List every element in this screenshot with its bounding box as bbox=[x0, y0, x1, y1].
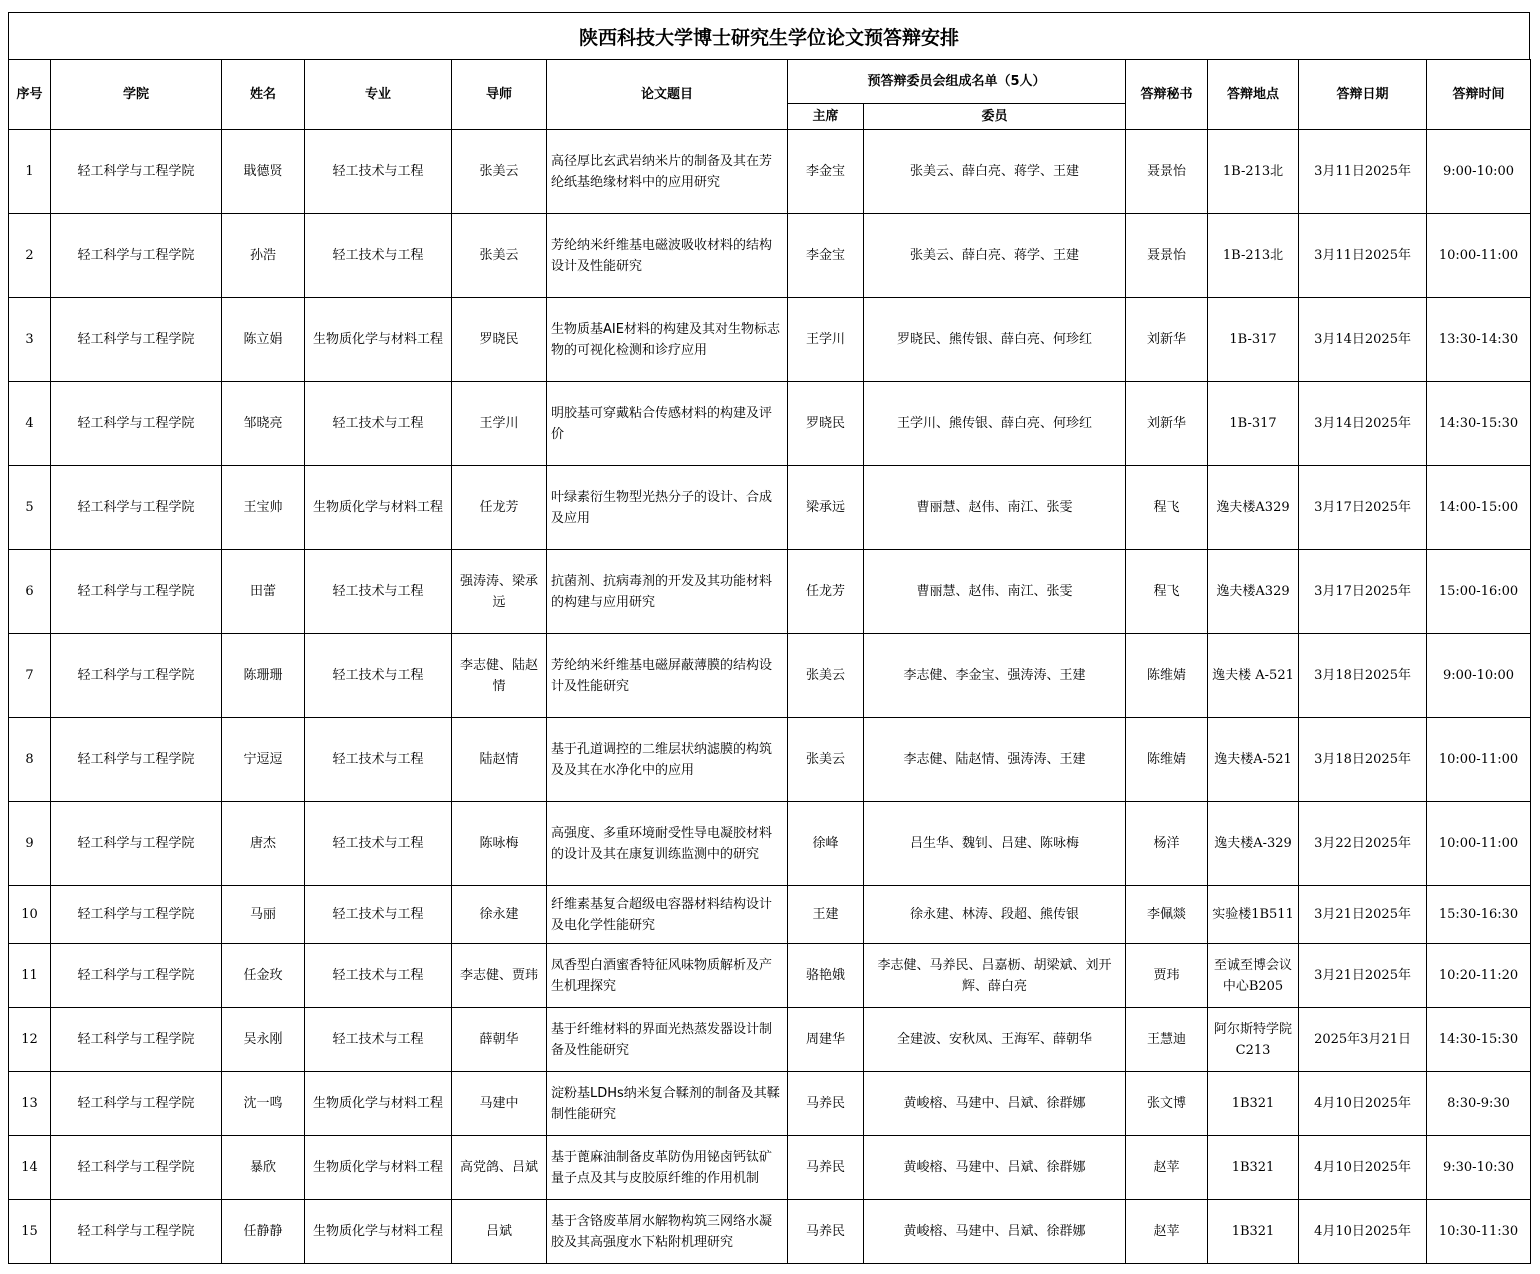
cell-secretary: 李佩燚 bbox=[1126, 886, 1208, 944]
cell-secretary: 刘新华 bbox=[1126, 382, 1208, 466]
cell-college: 轻工科学与工程学院 bbox=[51, 802, 222, 886]
cell-secretary: 陈维婧 bbox=[1126, 634, 1208, 718]
cell-major: 轻工技术与工程 bbox=[305, 550, 452, 634]
cell-college: 轻工科学与工程学院 bbox=[51, 944, 222, 1008]
cell-college: 轻工科学与工程学院 bbox=[51, 886, 222, 944]
cell-thesis: 淀粉基LDHs纳米复合鞣剂的制备及其鞣制性能研究 bbox=[547, 1072, 788, 1136]
header-college: 学院 bbox=[51, 60, 222, 130]
cell-college: 轻工科学与工程学院 bbox=[51, 298, 222, 382]
cell-seq: 4 bbox=[9, 382, 51, 466]
cell-time: 9:00-10:00 bbox=[1427, 130, 1531, 214]
cell-date: 3月17日2025年 bbox=[1299, 550, 1427, 634]
cell-name: 王宝帅 bbox=[222, 466, 305, 550]
cell-members: 李志健、李金宝、强涛涛、王建 bbox=[864, 634, 1126, 718]
cell-date: 3月22日2025年 bbox=[1299, 802, 1427, 886]
cell-major: 轻工技术与工程 bbox=[305, 718, 452, 802]
cell-major: 生物质化学与材料工程 bbox=[305, 466, 452, 550]
cell-advisor: 陆赵情 bbox=[452, 718, 547, 802]
table-row bbox=[9, 1200, 1531, 1264]
table-row bbox=[9, 550, 1531, 634]
table-row bbox=[9, 298, 1531, 382]
cell-thesis: 基于孔道调控的二维层状纳滤膜的构筑及及其在水净化中的应用 bbox=[547, 718, 788, 802]
header-location: 答辩地点 bbox=[1208, 60, 1299, 130]
cell-thesis: 抗菌剂、抗病毒剂的开发及其功能材料的构建与应用研究 bbox=[547, 550, 788, 634]
cell-date: 3月14日2025年 bbox=[1299, 298, 1427, 382]
cell-date: 4月10日2025年 bbox=[1299, 1072, 1427, 1136]
cell-thesis: 芳纶纳米纤维基电磁屏蔽薄膜的结构设计及性能研究 bbox=[547, 634, 788, 718]
cell-major: 轻工技术与工程 bbox=[305, 382, 452, 466]
cell-location: 逸夫楼A329 bbox=[1208, 550, 1299, 634]
cell-name: 暴欣 bbox=[222, 1136, 305, 1200]
cell-date: 3月11日2025年 bbox=[1299, 214, 1427, 298]
cell-secretary: 贾玮 bbox=[1126, 944, 1208, 1008]
cell-location: 逸夫楼 A-521 bbox=[1208, 634, 1299, 718]
cell-members: 全建波、安秋凤、王海军、薛朝华 bbox=[864, 1008, 1126, 1072]
cell-major: 轻工技术与工程 bbox=[305, 802, 452, 886]
cell-advisor: 张美云 bbox=[452, 130, 547, 214]
table-row bbox=[9, 802, 1531, 886]
cell-chair: 王学川 bbox=[788, 298, 864, 382]
table-row bbox=[9, 466, 1531, 550]
cell-date: 3月21日2025年 bbox=[1299, 944, 1427, 1008]
cell-location: 1B-317 bbox=[1208, 382, 1299, 466]
header-advisor: 导师 bbox=[452, 60, 547, 130]
table-row bbox=[9, 1072, 1531, 1136]
cell-location: 逸夫楼A-521 bbox=[1208, 718, 1299, 802]
cell-advisor: 徐永建 bbox=[452, 886, 547, 944]
cell-date: 3月18日2025年 bbox=[1299, 718, 1427, 802]
cell-advisor: 张美云 bbox=[452, 214, 547, 298]
cell-seq: 7 bbox=[9, 634, 51, 718]
cell-time: 10:00-11:00 bbox=[1427, 718, 1531, 802]
cell-secretary: 程飞 bbox=[1126, 466, 1208, 550]
cell-time: 9:30-10:30 bbox=[1427, 1136, 1531, 1200]
cell-advisor: 高党鸽、吕斌 bbox=[452, 1136, 547, 1200]
cell-secretary: 张文博 bbox=[1126, 1072, 1208, 1136]
cell-chair: 徐峰 bbox=[788, 802, 864, 886]
cell-college: 轻工科学与工程学院 bbox=[51, 214, 222, 298]
table-row bbox=[9, 718, 1531, 802]
cell-name: 任金玫 bbox=[222, 944, 305, 1008]
cell-thesis: 生物质基AIE材料的构建及其对生物标志物的可视化检测和诊疗应用 bbox=[547, 298, 788, 382]
cell-time: 10:00-11:00 bbox=[1427, 802, 1531, 886]
cell-major: 生物质化学与材料工程 bbox=[305, 1200, 452, 1264]
cell-chair: 骆艳娥 bbox=[788, 944, 864, 1008]
table-row bbox=[9, 382, 1531, 466]
cell-location: 阿尔斯特学院C213 bbox=[1208, 1008, 1299, 1072]
header-major: 专业 bbox=[305, 60, 452, 130]
cell-members: 黄峻榕、马建中、吕斌、徐群娜 bbox=[864, 1136, 1126, 1200]
cell-thesis: 凤香型白酒蜜香特征风味物质解析及产生机理探究 bbox=[547, 944, 788, 1008]
cell-thesis: 高强度、多重环境耐受性导电凝胶材料的设计及其在康复训练监测中的研究 bbox=[547, 802, 788, 886]
cell-seq: 1 bbox=[9, 130, 51, 214]
cell-members: 李志健、马养民、吕嘉枥、胡梁斌、刘开辉、薛白亮 bbox=[864, 944, 1126, 1008]
cell-advisor: 王学川 bbox=[452, 382, 547, 466]
cell-name: 陈立娟 bbox=[222, 298, 305, 382]
cell-college: 轻工科学与工程学院 bbox=[51, 718, 222, 802]
cell-chair: 周建华 bbox=[788, 1008, 864, 1072]
cell-members: 张美云、薛白亮、蒋学、王建 bbox=[864, 214, 1126, 298]
cell-members: 吕生华、魏钊、吕建、陈咏梅 bbox=[864, 802, 1126, 886]
cell-thesis: 芳纶纳米纤维基电磁波吸收材料的结构设计及性能研究 bbox=[547, 214, 788, 298]
cell-name: 孙浩 bbox=[222, 214, 305, 298]
table-row bbox=[9, 1008, 1531, 1072]
cell-chair: 张美云 bbox=[788, 634, 864, 718]
cell-time: 10:20-11:20 bbox=[1427, 944, 1531, 1008]
cell-name: 马丽 bbox=[222, 886, 305, 944]
cell-secretary: 王慧迪 bbox=[1126, 1008, 1208, 1072]
header-thesis: 论文题目 bbox=[547, 60, 788, 130]
cell-location: 1B321 bbox=[1208, 1072, 1299, 1136]
cell-major: 生物质化学与材料工程 bbox=[305, 1072, 452, 1136]
cell-date: 3月21日2025年 bbox=[1299, 886, 1427, 944]
cell-advisor: 李志健、陆赵情 bbox=[452, 634, 547, 718]
table-row bbox=[9, 886, 1531, 944]
cell-seq: 11 bbox=[9, 944, 51, 1008]
schedule-sheet bbox=[8, 12, 1530, 1264]
cell-thesis: 叶绿素衍生物型光热分子的设计、合成及应用 bbox=[547, 466, 788, 550]
cell-seq: 3 bbox=[9, 298, 51, 382]
cell-chair: 李金宝 bbox=[788, 130, 864, 214]
cell-college: 轻工科学与工程学院 bbox=[51, 634, 222, 718]
cell-name: 任静静 bbox=[222, 1200, 305, 1264]
cell-thesis: 明胶基可穿戴粘合传感材料的构建及评价 bbox=[547, 382, 788, 466]
cell-location: 1B321 bbox=[1208, 1136, 1299, 1200]
cell-chair: 张美云 bbox=[788, 718, 864, 802]
cell-advisor: 马建中 bbox=[452, 1072, 547, 1136]
cell-major: 轻工技术与工程 bbox=[305, 130, 452, 214]
cell-chair: 梁承远 bbox=[788, 466, 864, 550]
table-row bbox=[9, 130, 1531, 214]
header-committee-group: 预答辩委员会组成名单（5人） bbox=[788, 60, 1126, 104]
cell-thesis: 高径厚比玄武岩纳米片的制备及其在芳纶纸基绝缘材料中的应用研究 bbox=[547, 130, 788, 214]
cell-members: 罗晓民、熊传银、薛白亮、何珍红 bbox=[864, 298, 1126, 382]
cell-name: 戢德贤 bbox=[222, 130, 305, 214]
cell-location: 1B321 bbox=[1208, 1200, 1299, 1264]
cell-major: 生物质化学与材料工程 bbox=[305, 298, 452, 382]
cell-members: 黄峻榕、马建中、吕斌、徐群娜 bbox=[864, 1200, 1126, 1264]
cell-advisor: 李志健、贾玮 bbox=[452, 944, 547, 1008]
cell-seq: 13 bbox=[9, 1072, 51, 1136]
cell-members: 张美云、薛白亮、蒋学、王建 bbox=[864, 130, 1126, 214]
cell-major: 轻工技术与工程 bbox=[305, 944, 452, 1008]
cell-time: 8:30-9:30 bbox=[1427, 1072, 1531, 1136]
table-row bbox=[9, 214, 1531, 298]
cell-chair: 马养民 bbox=[788, 1200, 864, 1264]
header-name: 姓名 bbox=[222, 60, 305, 130]
cell-name: 宁逗逗 bbox=[222, 718, 305, 802]
cell-name: 田蕾 bbox=[222, 550, 305, 634]
cell-college: 轻工科学与工程学院 bbox=[51, 466, 222, 550]
cell-seq: 6 bbox=[9, 550, 51, 634]
cell-secretary: 赵苹 bbox=[1126, 1200, 1208, 1264]
header-date: 答辩日期 bbox=[1299, 60, 1427, 130]
cell-date: 3月17日2025年 bbox=[1299, 466, 1427, 550]
cell-time: 10:00-11:00 bbox=[1427, 214, 1531, 298]
cell-name: 吴永刚 bbox=[222, 1008, 305, 1072]
cell-secretary: 刘新华 bbox=[1126, 298, 1208, 382]
cell-location: 逸夫楼A-329 bbox=[1208, 802, 1299, 886]
cell-major: 轻工技术与工程 bbox=[305, 634, 452, 718]
cell-seq: 15 bbox=[9, 1200, 51, 1264]
cell-date: 4月10日2025年 bbox=[1299, 1136, 1427, 1200]
cell-seq: 14 bbox=[9, 1136, 51, 1200]
cell-time: 15:00-16:00 bbox=[1427, 550, 1531, 634]
header-members: 委员 bbox=[864, 104, 1126, 130]
cell-college: 轻工科学与工程学院 bbox=[51, 382, 222, 466]
cell-members: 王学川、熊传银、薛白亮、何珍红 bbox=[864, 382, 1126, 466]
cell-chair: 任龙芳 bbox=[788, 550, 864, 634]
cell-members: 李志健、陆赵情、强涛涛、王建 bbox=[864, 718, 1126, 802]
cell-members: 曹丽慧、赵伟、南江、张雯 bbox=[864, 550, 1126, 634]
cell-advisor: 罗晓民 bbox=[452, 298, 547, 382]
cell-time: 15:30-16:30 bbox=[1427, 886, 1531, 944]
cell-thesis: 基于纤维材料的界面光热蒸发器设计制备及性能研究 bbox=[547, 1008, 788, 1072]
cell-chair: 马养民 bbox=[788, 1136, 864, 1200]
header-chair: 主席 bbox=[788, 104, 864, 130]
cell-location: 逸夫楼A329 bbox=[1208, 466, 1299, 550]
cell-major: 轻工技术与工程 bbox=[305, 214, 452, 298]
cell-seq: 12 bbox=[9, 1008, 51, 1072]
cell-seq: 2 bbox=[9, 214, 51, 298]
cell-location: 1B-317 bbox=[1208, 298, 1299, 382]
cell-date: 3月11日2025年 bbox=[1299, 130, 1427, 214]
cell-time: 10:30-11:30 bbox=[1427, 1200, 1531, 1264]
table-row bbox=[9, 1136, 1531, 1200]
cell-name: 沈一鸣 bbox=[222, 1072, 305, 1136]
cell-secretary: 聂景怡 bbox=[1126, 214, 1208, 298]
cell-thesis: 基于含铬废革屑水解物构筑三网络水凝胶及其高强度水下粘附机理研究 bbox=[547, 1200, 788, 1264]
cell-name: 邹晓亮 bbox=[222, 382, 305, 466]
table-row bbox=[9, 634, 1531, 718]
cell-location: 至诚至博会议中心B205 bbox=[1208, 944, 1299, 1008]
cell-secretary: 程飞 bbox=[1126, 550, 1208, 634]
cell-seq: 8 bbox=[9, 718, 51, 802]
cell-secretary: 聂景怡 bbox=[1126, 130, 1208, 214]
header-time: 答辩时间 bbox=[1427, 60, 1531, 130]
cell-date: 2025年3月21日 bbox=[1299, 1008, 1427, 1072]
cell-advisor: 薛朝华 bbox=[452, 1008, 547, 1072]
cell-advisor: 任龙芳 bbox=[452, 466, 547, 550]
cell-members: 曹丽慧、赵伟、南江、张雯 bbox=[864, 466, 1126, 550]
table-row bbox=[9, 944, 1531, 1008]
cell-members: 徐永建、林涛、段超、熊传银 bbox=[864, 886, 1126, 944]
cell-time: 14:30-15:30 bbox=[1427, 1008, 1531, 1072]
cell-college: 轻工科学与工程学院 bbox=[51, 130, 222, 214]
cell-seq: 5 bbox=[9, 466, 51, 550]
cell-secretary: 杨洋 bbox=[1126, 802, 1208, 886]
cell-seq: 10 bbox=[9, 886, 51, 944]
cell-seq: 9 bbox=[9, 802, 51, 886]
cell-location: 实验楼1B511 bbox=[1208, 886, 1299, 944]
cell-college: 轻工科学与工程学院 bbox=[51, 1008, 222, 1072]
schedule-table bbox=[8, 59, 1531, 1264]
cell-time: 14:00-15:00 bbox=[1427, 466, 1531, 550]
cell-college: 轻工科学与工程学院 bbox=[51, 1136, 222, 1200]
cell-advisor: 吕斌 bbox=[452, 1200, 547, 1264]
cell-name: 陈珊珊 bbox=[222, 634, 305, 718]
cell-members: 黄峻榕、马建中、吕斌、徐群娜 bbox=[864, 1072, 1126, 1136]
cell-time: 14:30-15:30 bbox=[1427, 382, 1531, 466]
cell-chair: 马养民 bbox=[788, 1072, 864, 1136]
cell-chair: 李金宝 bbox=[788, 214, 864, 298]
header-seq: 序号 bbox=[9, 60, 51, 130]
cell-date: 4月10日2025年 bbox=[1299, 1200, 1427, 1264]
cell-advisor: 陈咏梅 bbox=[452, 802, 547, 886]
cell-advisor: 强涛涛、梁承远 bbox=[452, 550, 547, 634]
cell-secretary: 陈维婧 bbox=[1126, 718, 1208, 802]
cell-location: 1B-213北 bbox=[1208, 214, 1299, 298]
header-secretary: 答辩秘书 bbox=[1126, 60, 1208, 130]
cell-major: 轻工技术与工程 bbox=[305, 886, 452, 944]
cell-date: 3月18日2025年 bbox=[1299, 634, 1427, 718]
cell-secretary: 赵苹 bbox=[1126, 1136, 1208, 1200]
cell-location: 1B-213北 bbox=[1208, 130, 1299, 214]
cell-major: 轻工技术与工程 bbox=[305, 1008, 452, 1072]
cell-thesis: 纤维素基复合超级电容器材料结构设计及电化学性能研究 bbox=[547, 886, 788, 944]
page-title: 陕西科技大学博士研究生学位论文预答辩安排 bbox=[8, 12, 1530, 59]
cell-college: 轻工科学与工程学院 bbox=[51, 1200, 222, 1264]
cell-time: 13:30-14:30 bbox=[1427, 298, 1531, 382]
cell-date: 3月14日2025年 bbox=[1299, 382, 1427, 466]
cell-chair: 罗晓民 bbox=[788, 382, 864, 466]
cell-college: 轻工科学与工程学院 bbox=[51, 1072, 222, 1136]
cell-college: 轻工科学与工程学院 bbox=[51, 550, 222, 634]
cell-major: 生物质化学与材料工程 bbox=[305, 1136, 452, 1200]
cell-chair: 王建 bbox=[788, 886, 864, 944]
cell-time: 9:00-10:00 bbox=[1427, 634, 1531, 718]
cell-name: 唐杰 bbox=[222, 802, 305, 886]
cell-thesis: 基于蓖麻油制备皮革防伪用铋卤钙钛矿量子点及其与皮胶原纤维的作用机制 bbox=[547, 1136, 788, 1200]
